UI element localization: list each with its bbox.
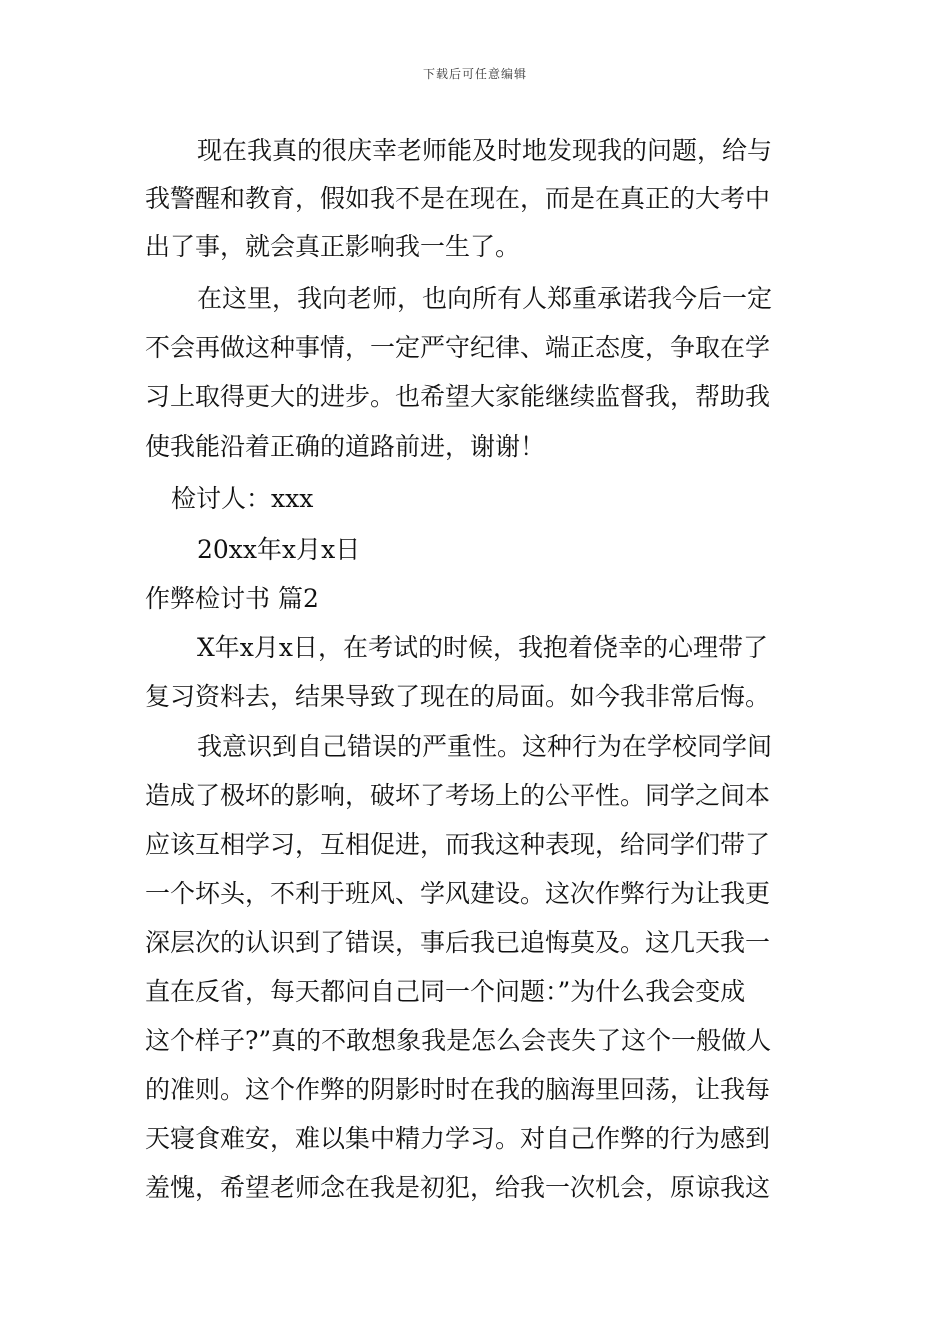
text-line: 习上取得更大的进步。也希望大家能继续监督我，帮助我 [145,382,771,411]
page-header: 下载后可任意编辑 [422,67,527,81]
text-line: 使我能沿着正确的道路前进，谢谢！ [145,432,546,461]
text-line: 在这里，我向老师，也向所有人郑重承诺我今后一定 [197,284,773,313]
text-line: 的准则。这个作弊的阴影时时在我的脑海里回荡，让我每 [145,1075,771,1104]
text-line: 我意识到自己错误的严重性。这种行为在学校同学间 [197,732,773,761]
text-line: 羞愧，希望老师念在我是初犯，给我一次机会，原谅我这 [145,1173,771,1202]
text-line: 出了事，就会真正影响我一生了。 [145,232,521,261]
text-line: 天寝食难安，难以集中精力学习。对自己作弊的行为感到 [145,1124,771,1153]
text-line: 复习资料去，结果导致了现在的局面。如今我非常后悔。 [145,682,771,711]
text-line: 这个样子?”真的不敢想象我是怎么会丧失了这个一般做人 [145,1026,772,1055]
text-line: 造成了极坏的影响，破坏了考场上的公平性。同学之间本 [145,781,771,810]
text-line: 深层次的认识到了错误，事后我已追悔莫及。这几天我一 [145,928,771,957]
section-title: 作弊检讨书 篇2 [145,584,319,613]
text-line: 直在反省，每天都问自己同一个问题：”为什么我会变成 [145,977,746,1006]
text-line: 我警醒和教育，假如我不是在现在，而是在真正的大考中 [145,184,771,213]
text-line: 应该互相学习，互相促进，而我这种表现，给同学们带了 [145,830,771,859]
text-line: 不会再做这种事情，一定严守纪律、端正态度，争取在学 [145,333,771,362]
text-line: 一个坏头，不利于班风、学风建设。这次作弊行为让我更 [145,879,771,908]
date-line: 20xx年x月x日 [197,535,361,564]
text-line: 现在我真的很庆幸老师能及时地发现我的问题，给与 [197,136,773,165]
signature-line: 检讨人：xxx [171,484,314,513]
text-line: X年x月x日，在考试的时候，我抱着侥幸的心理带了 [197,633,768,662]
